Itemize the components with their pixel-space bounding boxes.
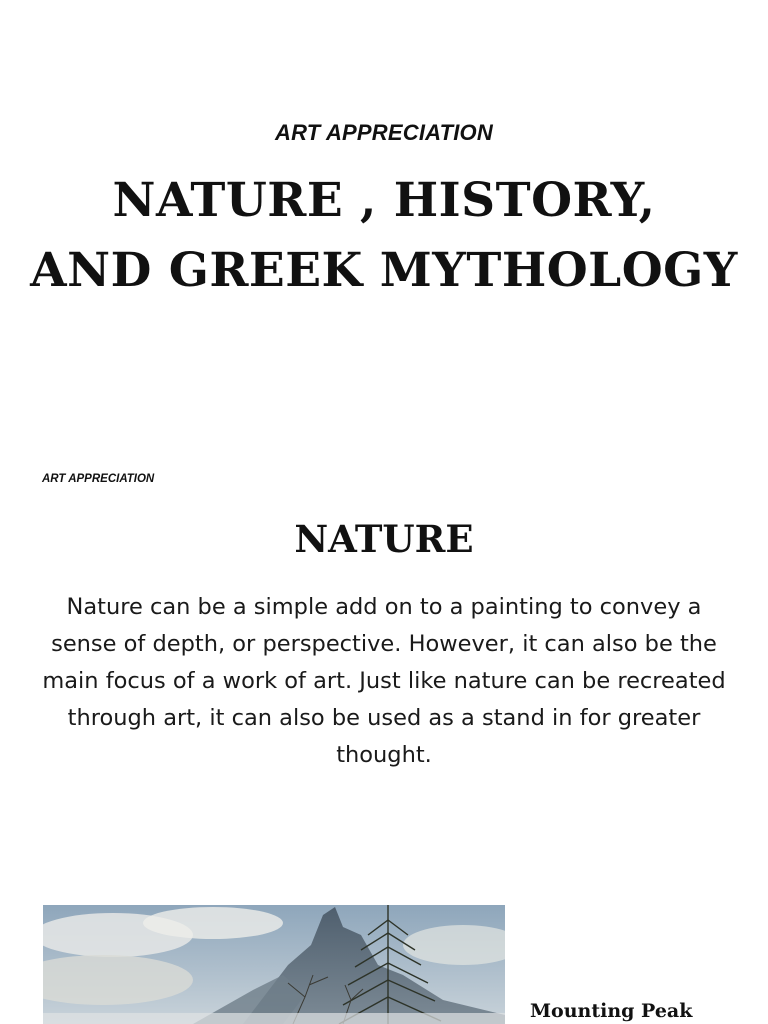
section-kicker: ART APPRECIATION <box>42 473 155 485</box>
section-body: Nature can be a simple add on to a painting to convey a sense of depth, or perspective. However, it can also be the main focus of a work of art. Just like nature can be recreated through art, it can also be used as a stand in for greater thought. <box>42 594 726 768</box>
painting-cloud-2 <box>143 907 283 939</box>
cover-title <box>0 166 768 306</box>
painting-caption: Mounting Peak <box>530 1000 693 1022</box>
cover-title-line-2: AND GREEK MYTHOLOGY <box>30 243 738 298</box>
section-title: NATURE <box>294 517 474 561</box>
painting-snow-ground <box>43 1013 505 1024</box>
cover-title-line-1: NATURE , HISTORY, <box>112 173 656 228</box>
landscape-painting <box>43 905 505 1024</box>
cover-kicker: ART APPRECIATION <box>275 120 493 145</box>
